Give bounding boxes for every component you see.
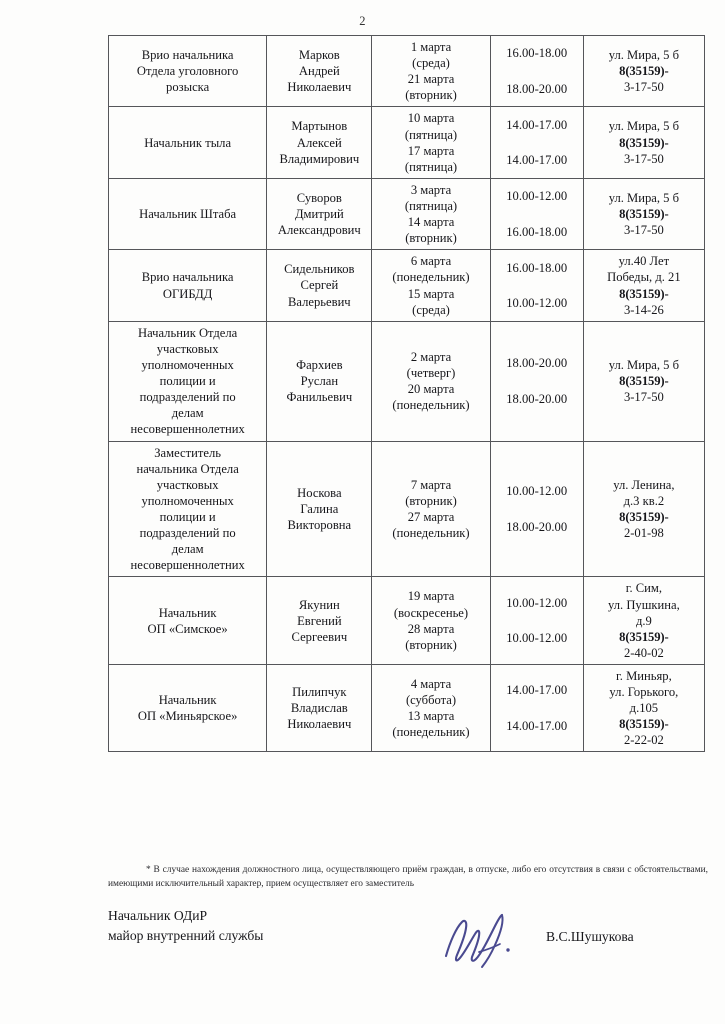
cell-reception-times bbox=[490, 36, 583, 107]
cell-reception-dates-line: 20 марта bbox=[407, 382, 455, 397]
cell-official-name-line: Евгений bbox=[297, 613, 342, 628]
address-line: Победы, д. 21 bbox=[607, 270, 681, 285]
cell-reception-dates-line: (вторник) bbox=[405, 88, 457, 103]
reception-schedule-table bbox=[108, 35, 705, 752]
cell-position-line: подразделений по bbox=[139, 526, 236, 541]
cell-position-line: делам bbox=[171, 406, 204, 421]
cell-official-name-line: Пилипчук bbox=[292, 685, 347, 700]
cell-reception-dates-line: (вторник) bbox=[405, 231, 457, 246]
cell-official-name-line: Алексей bbox=[296, 135, 342, 150]
cell-official-name-line: Носкова bbox=[297, 485, 342, 500]
footnote-text: * В случае нахождения должностного лица, осуществляющего приём граждан, в отпуске, либо его отсутствия в связи с обстоятельствами, имеющими исключительный характер, прием осуществляет его заместитель bbox=[108, 865, 708, 889]
cell-position-line: делам bbox=[171, 542, 204, 557]
cell-reception-times bbox=[490, 577, 583, 665]
signatory-title bbox=[108, 906, 263, 945]
cell-position bbox=[109, 321, 267, 441]
cell-reception-dates-line: (четверг) bbox=[406, 366, 456, 381]
cell-official-name-line: Валерьевич bbox=[288, 294, 351, 309]
cell-reception-dates-line: (понедельник) bbox=[392, 725, 470, 740]
table-row bbox=[109, 577, 705, 665]
cell-reception-dates-line: (понедельник) bbox=[392, 526, 470, 541]
cell-official-name-line: Викторовна bbox=[287, 518, 352, 532]
table-row bbox=[109, 250, 705, 321]
address-line: ул.40 Лет bbox=[618, 254, 670, 269]
reception-time: 16.00-18.00 bbox=[506, 260, 568, 275]
cell-position-line: полиции и bbox=[159, 509, 216, 524]
address-line: ул. Мира, 5 б bbox=[608, 190, 680, 205]
phone-number: 3-14-26 bbox=[623, 302, 664, 317]
cell-reception-times bbox=[490, 107, 583, 178]
cell-official-name-line: Фархиев bbox=[296, 357, 343, 372]
phone-number: 3-17-50 bbox=[623, 390, 664, 405]
cell-reception-dates-line: (среда) bbox=[412, 302, 450, 317]
cell-position-line: полиции и bbox=[159, 374, 216, 389]
cell-official-name-line: Владислав bbox=[290, 701, 348, 716]
cell-position-line: несовершеннолетних bbox=[130, 422, 245, 437]
cell-official-name-line: Андрей bbox=[298, 64, 340, 79]
cell-position bbox=[109, 107, 267, 178]
cell-official-name bbox=[267, 36, 372, 107]
cell-reception-dates bbox=[372, 664, 490, 752]
cell-reception-dates-line: 21 марта bbox=[407, 72, 455, 87]
cell-reception-times bbox=[490, 178, 583, 249]
cell-address-phone bbox=[583, 321, 704, 441]
reception-time: 18.00-20.00 bbox=[506, 81, 568, 96]
table-row bbox=[109, 178, 705, 249]
reception-time: 18.00-20.00 bbox=[506, 356, 568, 371]
cell-position bbox=[109, 577, 267, 665]
cell-reception-dates bbox=[372, 577, 490, 665]
cell-reception-dates-line: (понедельник) bbox=[392, 270, 470, 285]
cell-official-name-line: Николаевич bbox=[287, 717, 352, 732]
address-line: д.105 bbox=[629, 701, 659, 716]
phone-prefix: 8(35159)- bbox=[619, 374, 669, 389]
cell-official-name bbox=[267, 178, 372, 249]
phone-number: 2-40-02 bbox=[623, 645, 664, 660]
cell-reception-dates-line: 2 марта bbox=[410, 349, 452, 364]
cell-official-name-line: Николаевич bbox=[287, 80, 352, 95]
cell-position-line: Отдела уголовного bbox=[136, 64, 239, 79]
cell-address-phone bbox=[583, 36, 704, 107]
cell-official-name bbox=[267, 321, 372, 441]
cell-position-line: уполномоченных bbox=[141, 493, 234, 508]
cell-position bbox=[109, 664, 267, 752]
cell-official-name-line: Сергей bbox=[300, 278, 339, 293]
cell-official-name-line: Мартынов bbox=[291, 119, 348, 134]
cell-position-line: ОГИБДД bbox=[162, 286, 213, 301]
cell-reception-dates-line: 1 марта bbox=[410, 40, 452, 54]
cell-reception-dates bbox=[372, 250, 490, 321]
cell-official-name-line: Александрович bbox=[277, 223, 361, 238]
signatory-title-line-1: Начальник ОДиР bbox=[108, 908, 208, 923]
phone-prefix: 8(35159)- bbox=[619, 135, 669, 150]
table-row bbox=[109, 36, 705, 107]
table-row bbox=[109, 441, 705, 577]
address-line: ул. Пушкина, bbox=[608, 597, 680, 612]
reception-time: 16.00-18.00 bbox=[506, 224, 568, 239]
phone-number: 2-01-98 bbox=[623, 526, 664, 541]
reception-time: 14.00-17.00 bbox=[506, 718, 568, 733]
phone-prefix: 8(35159)- bbox=[619, 629, 669, 644]
cell-reception-dates-line: (пятница) bbox=[404, 127, 458, 142]
table-row bbox=[109, 107, 705, 178]
cell-official-name-line: Сидельников bbox=[284, 262, 355, 277]
cell-reception-dates-line: 6 марта bbox=[410, 254, 452, 269]
cell-reception-times bbox=[490, 664, 583, 752]
cell-official-name-line: Руслан bbox=[300, 374, 339, 389]
cell-address-phone bbox=[583, 577, 704, 665]
cell-reception-times bbox=[490, 441, 583, 577]
reception-time: 10.00-12.00 bbox=[506, 189, 568, 204]
cell-reception-dates-line: 19 марта bbox=[407, 589, 455, 604]
cell-reception-dates-line: (среда) bbox=[412, 56, 450, 71]
cell-reception-dates-line: 13 марта bbox=[407, 709, 455, 724]
signatory-name: В.С.Шушукова bbox=[546, 929, 634, 944]
cell-reception-dates-line: (суббота) bbox=[405, 693, 457, 708]
cell-position-line: начальника Отдела bbox=[136, 461, 239, 476]
cell-position-line: Начальник тыла bbox=[144, 135, 232, 150]
address-line: г. Миньяр, bbox=[616, 668, 672, 683]
cell-position-line: ОП «Миньярское» bbox=[137, 709, 238, 724]
cell-reception-dates-line: (понедельник) bbox=[392, 398, 470, 413]
cell-position-line: подразделений по bbox=[139, 390, 236, 405]
cell-position bbox=[109, 441, 267, 577]
phone-number: 3-17-50 bbox=[623, 151, 664, 166]
cell-reception-dates-line: 14 марта bbox=[407, 215, 455, 230]
cell-official-name bbox=[267, 250, 372, 321]
cell-position-line: Начальник bbox=[158, 605, 217, 620]
table-body bbox=[109, 36, 705, 752]
cell-reception-dates-line: 3 марта bbox=[410, 182, 452, 197]
cell-reception-times bbox=[490, 250, 583, 321]
cell-position-line: Заместитель bbox=[154, 445, 221, 460]
reception-time: 10.00-12.00 bbox=[506, 595, 568, 610]
cell-position-line: уполномоченных bbox=[141, 357, 234, 372]
reception-time: 10.00-12.00 bbox=[506, 631, 568, 646]
cell-reception-dates-line: (воскресенье) bbox=[393, 605, 469, 620]
cell-position-line: Начальник Отдела bbox=[137, 325, 238, 340]
reception-time: 18.00-20.00 bbox=[506, 519, 568, 534]
cell-position-line: Начальник bbox=[158, 693, 217, 708]
cell-official-name-line: Сергеевич bbox=[291, 629, 348, 644]
reception-schedule-table-wrapper bbox=[108, 35, 705, 752]
cell-reception-dates-line: (вторник) bbox=[405, 637, 457, 652]
address-line: ул. Мира, 5 б bbox=[608, 48, 680, 63]
cell-reception-dates-line: 17 марта bbox=[407, 143, 455, 158]
phone-prefix: 8(35159)- bbox=[619, 509, 669, 524]
cell-reception-dates-line: 15 марта bbox=[407, 286, 455, 301]
cell-address-phone bbox=[583, 107, 704, 178]
cell-reception-dates bbox=[372, 321, 490, 441]
cell-official-name-line: Марков bbox=[298, 48, 340, 63]
address-line: д.9 bbox=[635, 613, 652, 628]
cell-official-name-line: Суворов bbox=[296, 190, 342, 205]
reception-time: 10.00-12.00 bbox=[506, 296, 568, 311]
cell-position-line: участковых bbox=[156, 477, 219, 492]
cell-position bbox=[109, 250, 267, 321]
reception-time: 10.00-12.00 bbox=[506, 484, 568, 499]
reception-time: 14.00-17.00 bbox=[506, 683, 568, 698]
cell-reception-dates-line: 10 марта bbox=[407, 111, 455, 126]
phone-number: 2-22-02 bbox=[623, 733, 664, 748]
cell-position-line: ОП «Симское» bbox=[147, 621, 228, 636]
address-line: ул. Ленина, bbox=[613, 477, 675, 492]
cell-official-name bbox=[267, 441, 372, 577]
signature-block bbox=[108, 906, 708, 976]
cell-position-line: несовершеннолетних bbox=[130, 558, 245, 573]
cell-reception-dates-line: 7 марта bbox=[410, 477, 452, 492]
cell-position bbox=[109, 178, 267, 249]
address-line: д.3 кв.2 bbox=[623, 493, 665, 508]
cell-reception-dates bbox=[372, 441, 490, 577]
cell-reception-dates-line: 27 марта bbox=[407, 509, 455, 524]
cell-address-phone bbox=[583, 178, 704, 249]
cell-official-name-line: Владимирович bbox=[279, 151, 360, 166]
reception-time: 18.00-20.00 bbox=[506, 391, 568, 406]
cell-reception-dates-line: (пятница) bbox=[404, 159, 458, 174]
phone-prefix: 8(35159)- bbox=[619, 64, 669, 79]
cell-official-name bbox=[267, 664, 372, 752]
address-line: ул. Мира, 5 б bbox=[608, 357, 680, 372]
cell-reception-dates bbox=[372, 178, 490, 249]
cell-official-name bbox=[267, 107, 372, 178]
reception-time: 14.00-17.00 bbox=[506, 117, 568, 132]
phone-number: 3-17-50 bbox=[623, 80, 664, 95]
cell-official-name bbox=[267, 577, 372, 665]
phone-number: 3-17-50 bbox=[623, 223, 664, 238]
cell-position-line: Врио начальника bbox=[141, 270, 234, 285]
signatory-title-line-2: майор внутренний службы bbox=[108, 927, 264, 943]
cell-position-line: Врио начальника bbox=[141, 48, 234, 63]
address-line: г. Сим, bbox=[625, 581, 663, 596]
table-row bbox=[109, 664, 705, 752]
cell-position bbox=[109, 36, 267, 107]
address-line: ул. Мира, 5 б bbox=[608, 119, 680, 134]
cell-reception-times bbox=[490, 321, 583, 441]
phone-prefix: 8(35159)- bbox=[619, 207, 669, 222]
reception-time: 14.00-17.00 bbox=[506, 153, 568, 168]
address-line: ул. Горького, bbox=[609, 685, 679, 700]
cell-position-line: участковых bbox=[156, 341, 219, 356]
reception-time: 16.00-18.00 bbox=[506, 46, 568, 61]
page-number: 2 bbox=[359, 14, 366, 28]
cell-reception-dates-line: 28 марта bbox=[407, 621, 455, 636]
cell-position-line: розыска bbox=[166, 80, 210, 95]
cell-reception-dates bbox=[372, 107, 490, 178]
phone-prefix: 8(35159)- bbox=[619, 286, 669, 301]
cell-official-name-line: Якунин bbox=[298, 597, 340, 612]
cell-address-phone bbox=[583, 664, 704, 752]
cell-official-name-line: Дмитрий bbox=[294, 207, 344, 222]
cell-reception-dates-line: 4 марта bbox=[410, 676, 452, 691]
cell-position-line: Начальник Штаба bbox=[139, 207, 237, 222]
cell-address-phone bbox=[583, 441, 704, 577]
cell-address-phone bbox=[583, 250, 704, 321]
cell-official-name-line: Фанильевич bbox=[286, 390, 353, 405]
phone-prefix: 8(35159)- bbox=[619, 717, 669, 732]
cell-reception-dates-line: (пятница) bbox=[404, 198, 458, 213]
table-row bbox=[109, 321, 705, 441]
cell-reception-dates-line: (вторник) bbox=[405, 493, 457, 508]
handwritten-signature-icon bbox=[440, 912, 550, 970]
cell-reception-dates bbox=[372, 36, 490, 107]
cell-official-name-line: Галина bbox=[300, 501, 339, 516]
